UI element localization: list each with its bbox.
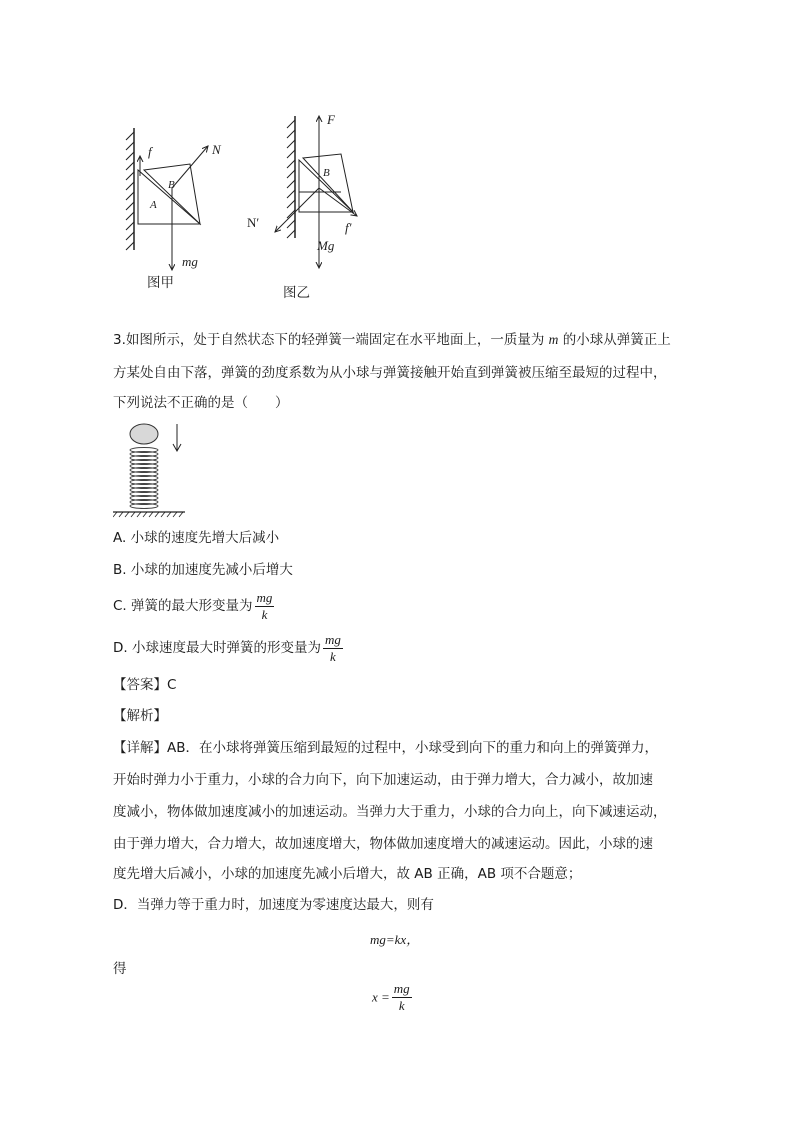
label-fprime: f′ <box>345 220 352 235</box>
analysis-para-3: 度减小，物体做加速度减小的加速运动。当弹力大于重力，小球的合力向上，向下减速运动， <box>113 804 667 820</box>
option-d <box>113 630 343 666</box>
option-c-denominator: k <box>261 606 268 622</box>
option-d-text: D. 小球速度最大时弹簧的形变量为 <box>113 640 321 656</box>
force-nprime-arrow <box>275 188 319 232</box>
ball <box>130 424 158 444</box>
equation-2-denominator: k <box>398 998 405 1013</box>
option-c-fraction <box>255 591 275 622</box>
question-line-1-post: 的小球从弹簧正上 <box>558 332 671 348</box>
equation-2-lhs: x = <box>372 989 390 1005</box>
equation-2-fraction <box>392 982 412 1013</box>
question-line-1-pre: 3.如图所示，处于自然状态下的轻弹簧一端固定在水平地面上，一质量为 <box>113 332 549 348</box>
answer-value: C <box>167 677 177 693</box>
label-B: B <box>323 167 330 179</box>
label-nprime: N′ <box>247 215 260 230</box>
label-F: F <box>327 112 335 127</box>
question-line-2: 方某处自由下落，弹簧的劲度系数为从小球与弹簧接触开始直到弹簧被压缩至最短的过程中， <box>113 365 667 381</box>
option-d-denominator: k <box>330 648 336 664</box>
ground-hatch <box>113 512 183 517</box>
figure-yi <box>245 108 380 288</box>
option-c-numerator: mg <box>256 589 273 605</box>
force-n-arrow <box>172 146 208 188</box>
figure-jia <box>110 120 240 295</box>
analysis-label: 【解析】 <box>113 708 167 724</box>
answer-line <box>113 676 176 694</box>
question-line-3: 下列说法不正确的是（ ） <box>113 395 289 411</box>
analysis-de: 得 <box>113 961 127 977</box>
equation-2-numerator: mg <box>393 981 410 996</box>
label-n: N <box>212 142 221 157</box>
question-line-1 <box>113 331 671 349</box>
figure-jia-caption: 图甲 <box>147 275 174 291</box>
analysis-para-5: 度先增大后减小，小球的加速度先减小后增大，故 AB 正确，AB 项不合题意； <box>113 866 582 882</box>
analysis-para-4: 由于弹力增大，合力增大，故加速度增大，物体做加速度增大的减速运动。因此，小球的速 <box>113 836 653 852</box>
label-f: f <box>148 144 152 159</box>
equation-2 <box>372 982 412 1013</box>
spring-figure <box>113 420 193 520</box>
label-mg: mg <box>182 254 198 269</box>
option-b: B. 小球的加速度先减小后增大 <box>113 562 293 578</box>
wall-hatch <box>287 120 295 238</box>
equation-1: mg=kx， <box>370 932 420 947</box>
mass-symbol: m <box>548 332 559 347</box>
option-a: A. 小球的速度先增大后减小 <box>113 530 280 546</box>
label-a: A <box>150 199 157 211</box>
answer-label: 【答案】 <box>113 677 167 693</box>
option-c-text: C. 弹簧的最大形变量为 <box>113 598 253 614</box>
option-d-fraction <box>323 633 343 664</box>
label-Mg: Mg <box>317 238 335 253</box>
analysis-para-1: 【详解】AB．在小球将弹簧压缩到最短的过程中，小球受到向下的重力和向上的弹簧弹力， <box>113 740 658 756</box>
spring <box>130 448 158 509</box>
analysis-para-6: D．当弹力等于重力时，加速度为零速度达最大，则有 <box>113 897 434 913</box>
wall-hatch <box>126 132 134 250</box>
figure-yi-caption: 图乙 <box>283 285 310 301</box>
option-d-numerator: mg <box>324 631 341 647</box>
analysis-para-2: 开始时弹力小于重力，小球的合力向下，向下加速运动，由于弹力增大，合力减小，故加速 <box>113 772 653 788</box>
option-c <box>113 588 274 624</box>
label-b: B <box>168 179 175 191</box>
block-b <box>303 154 353 212</box>
